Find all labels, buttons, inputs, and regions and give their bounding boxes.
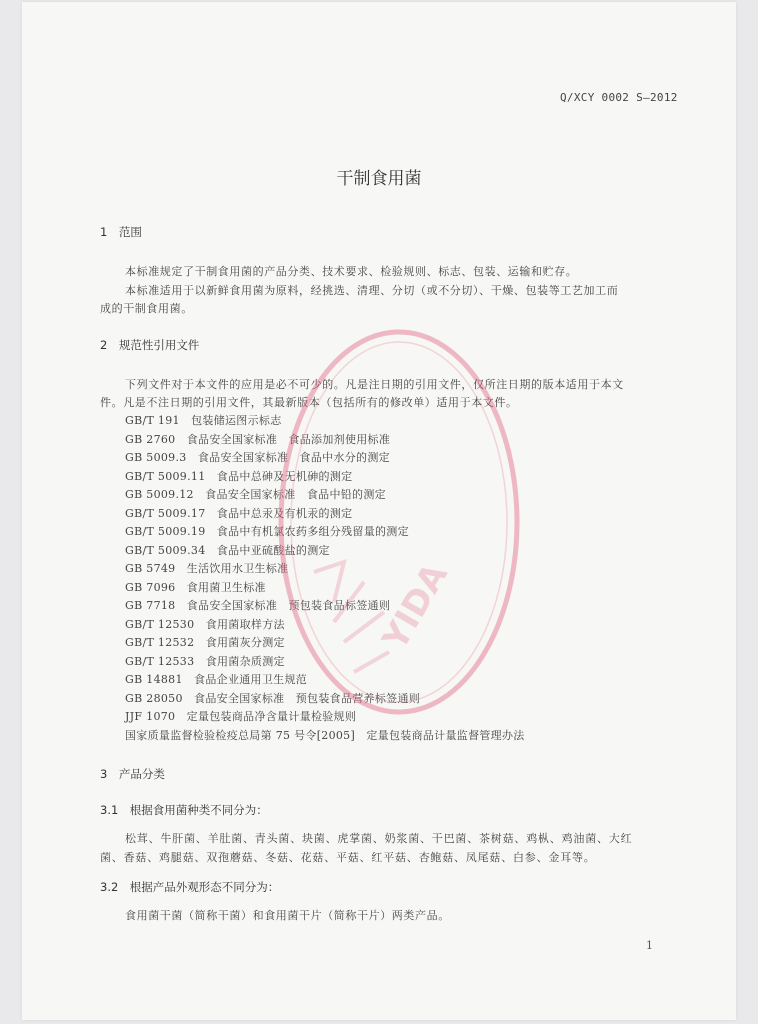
svg-text:YIDA: YIDA: [375, 556, 456, 657]
reference-item: GB/T 5009.17 食品中总汞及有机汞的测定: [125, 507, 353, 520]
section-heading-references: 2 规范性引用文件: [100, 338, 200, 352]
reference-item: GB/T 5009.11 食品中总砷及无机砷的测定: [125, 470, 353, 483]
section-heading-scope: 1 范围: [100, 225, 142, 239]
classification-3-1-line-1: 松茸、牛肝菌、羊肚菌、青头菌、块菌、虎掌菌、奶浆菌、干巴菌、茶树菇、鸡枞、鸡油菌、大红: [125, 832, 633, 845]
references-intro-line-1: 下列文件对于本文件的应用是必不可少的。凡是注日期的引用文件，仅所注日期的版本适用于本文: [125, 378, 624, 391]
reference-item: GB 5749 生活饮用水卫生标准: [125, 562, 289, 575]
reference-item: GB 2760 食品安全国家标准 食品添加剂使用标准: [125, 433, 391, 446]
section-heading-classification: 3 产品分类: [100, 767, 165, 781]
reference-item: GB 5009.12 食品安全国家标准 食品中铅的测定: [125, 488, 386, 501]
scope-line-3: 成的干制食用菌。: [100, 302, 193, 315]
reference-item: GB/T 5009.34 食品中亚硫酸盐的测定: [125, 544, 330, 557]
scope-line-2: 本标准适用于以新鲜食用菌为原料，经挑选、清理、分切（或不分切）、干燥、包装等工艺加工而: [125, 284, 619, 297]
reference-item: GB 7096 食用菌卫生标准: [125, 581, 266, 594]
document-page: [22, 2, 736, 1020]
standard-code: Q/XCY 0002 S—2012: [560, 91, 678, 104]
classification-3-1-line-2: 菌、香菇、鸡腿菇、双孢蘑菇、冬菇、花菇、平菇、红平菇、杏鲍菇、凤尾菇、白参、金耳等。: [100, 851, 596, 864]
page-number: 1: [646, 939, 653, 952]
reference-item: GB 14881 食品企业通用卫生规范: [125, 673, 308, 686]
reference-item: GB/T 5009.19 食品中有机氯农药多组分残留量的测定: [125, 525, 409, 538]
reference-item: 国家质量监督检验检疫总局第 75 号令[2005] 定量包装商品计量监督管理办法: [125, 729, 525, 742]
reference-item: GB/T 191 包装储运图示标志: [125, 414, 282, 427]
reference-item: GB/T 12532 食用菌灰分测定: [125, 636, 285, 649]
scope-line-1: 本标准规定了干制食用菌的产品分类、技术要求、检验规则、标志、包装、运输和贮存。: [125, 265, 578, 278]
reference-item: GB/T 12530 食用菌取样方法: [125, 618, 285, 631]
subsection-heading-3-1: 3.1 根据食用菌种类不同分为：: [100, 803, 268, 817]
subsection-heading-3-2: 3.2 根据产品外观形态不同分为：: [100, 880, 280, 894]
references-intro-line-2: 件。凡是不注日期的引用文件，其最新版本（包括所有的修改单）适用于本文件。: [100, 396, 518, 409]
document-title: 干制食用菌: [336, 169, 422, 189]
reference-item: GB/T 12533 食用菌杂质测定: [125, 655, 285, 668]
reference-item: GB 28050 食品安全国家标准 预包装食品营养标签通则: [125, 692, 421, 705]
reference-item: GB 7718 食品安全国家标准 预包装食品标签通则: [125, 599, 391, 612]
reference-item: GB 5009.3 食品安全国家标准 食品中水分的测定: [125, 451, 390, 464]
classification-3-2-line-1: 食用菌干菌（简称干菌）和食用菌干片（简称干片）两类产品。: [125, 909, 450, 922]
reference-item: JJF 1070 定量包装商品净含量计量检验规则: [125, 710, 357, 723]
